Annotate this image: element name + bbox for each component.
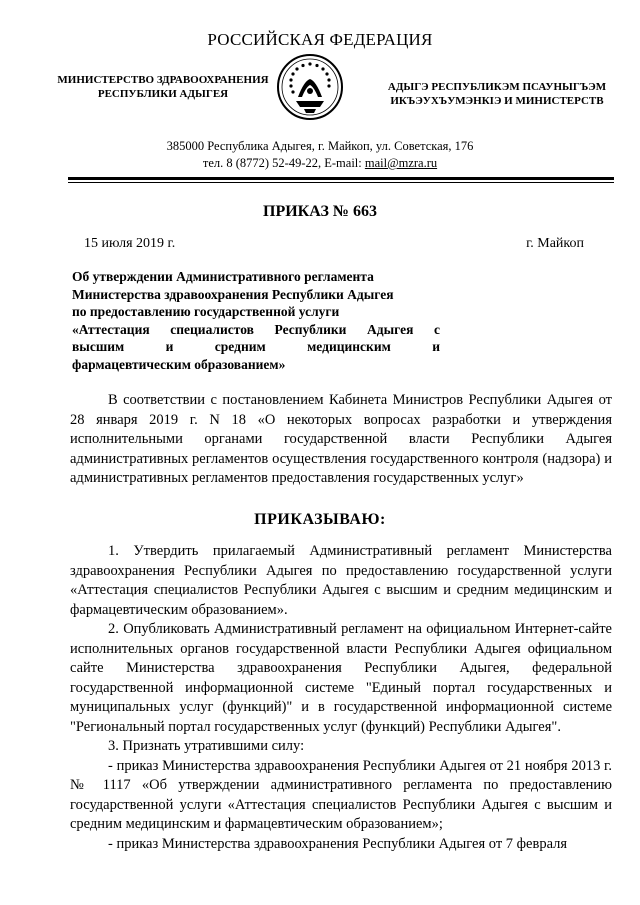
order-item: 1. Утвердить прилагаемый Административный регламент Министерства здравоохранения Республики Адыгея по предоставлению государственной услуги «Аттестация специалистов Республики Адыгея с высшим и средним медицинским и фармацевтическим образованием». xyxy=(70,543,612,618)
order-date: 15 июля 2019 г. xyxy=(84,236,176,251)
order-subject xyxy=(72,268,440,373)
header-divider-thin xyxy=(68,182,614,183)
ministry-name-adyghe xyxy=(372,80,622,108)
postal-address: 385000 Республика Адыгея, г. Майкоп, ул. Советская, 176 xyxy=(166,139,474,153)
preamble-paragraph: В соответствии с постановлением Кабинета Министров Республики Адыгея от 28 января 2019 г. N 18 «О некоторых вопросах разработки и утверждения исполнительными органами государственной власти Республики Адыгея административных регламентов осуществления государственного контроля (надзора) и административных регламентов предоставления государственных услуг» xyxy=(70,392,612,486)
order-items xyxy=(70,542,612,854)
subject-line: фармацевтическим образованием» xyxy=(72,356,286,372)
order-city: г. Майкоп xyxy=(526,236,584,251)
subject-line: высшим и средним медицинским и xyxy=(72,339,440,354)
directive-heading: ПРИКАЗЫВАЮ: xyxy=(254,511,386,528)
ministry-name-adyghe-line-1: АДЫГЭ РЕСПУБЛИКЭМ ПСАУНЫГЪЭМ xyxy=(387,81,607,93)
header-divider-thick xyxy=(68,177,614,180)
order-item: - приказ Министерства здравоохранения Республики Адыгея от 7 февраля xyxy=(108,835,568,852)
preamble xyxy=(70,391,612,489)
subject-line: Об утверждении Административного регламента xyxy=(72,269,374,284)
contacts-line xyxy=(0,156,640,171)
email-link[interactable]: mail@mzra.ru xyxy=(364,156,438,170)
phone-number: тел. 8 (8772) 52-49-22, E-mail: xyxy=(202,156,365,170)
country-name: РОССИЙСКАЯ ФЕДЕРАЦИЯ xyxy=(207,30,433,49)
coat-of-arms-icon xyxy=(276,53,344,121)
subject-line: Министерства здравоохранения Республики Адыгея xyxy=(72,286,394,302)
subject-line: по предоставлению государственной услуги xyxy=(72,304,340,319)
order-item: 2. Опубликовать Административный регламент на официальном Интернет-сайте исполнительных органов государственной власти Республики Адыгея официальном сайте Министерства здравоохранения Республики Адыгея, федеральной государственной информационной системе "Единый портал государственных и муниципальных услуг (функций)" и в государственной информационной системе "Региональный портал государственных услуг (функций) Республики Адыгея". xyxy=(70,621,612,735)
ministry-name-adyghe-line-2: ИКЪЭУХЪУМЭНКIЭ И МИНИСТЕРСТВ xyxy=(390,95,604,107)
subject-line: «Аттестация специалистов Республики Адыгея с xyxy=(72,321,440,337)
order-title: ПРИКАЗ № 663 xyxy=(263,203,377,220)
ministry-name-russian xyxy=(48,73,278,101)
order-item: - приказ Министерства здравоохранения Республики Адыгея от 21 ноября 2013 г. № 1117 «Об утверждении административного регламента по предоставлению государственной услуги «Аттестация специалистов Республики Адыгея с высшим и средним медицинским и фармацевтическим образованием»; xyxy=(70,757,612,832)
order-item: 3. Признать утратившими силу: xyxy=(108,738,305,754)
ministry-name-russian-line-2: РЕСПУБЛИКИ АДЫГЕЯ xyxy=(97,88,229,100)
ministry-name-russian-line-1: МИНИСТЕРСТВО ЗДРАВООХРАНЕНИЯ xyxy=(57,74,269,86)
